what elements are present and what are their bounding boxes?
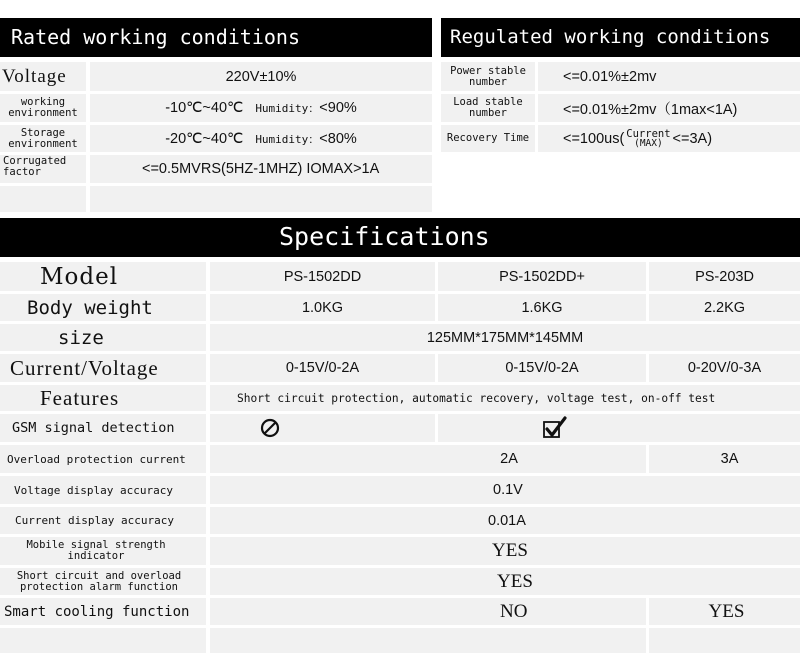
spec-empty-value-2 <box>649 628 800 653</box>
regulated-label-power-stable: Power stable number <box>441 62 535 91</box>
regulated-value-load-stable: <=0.01%±2mv（1max<1A) <box>538 94 800 122</box>
rated-label-working-env: working environment <box>0 94 86 122</box>
rated-conditions-header <box>0 18 432 57</box>
spec-empty-value-1 <box>210 628 646 653</box>
specifications-header <box>0 218 800 257</box>
spec-overload-2: 3A <box>649 445 800 473</box>
spec-label-voltage-accuracy: Voltage display accuracy <box>0 476 206 504</box>
rated-value-working-env: -10℃~40℃ Humidity： <90% <box>90 94 432 122</box>
rated-value-storage-env: -20℃~40℃ Humidity： <80% <box>90 125 432 152</box>
spec-label-gsm: GSM signal detection <box>0 414 206 442</box>
spec-cv-2: 0-15V/0-2A <box>438 354 646 382</box>
regulated-value-power-stable: <=0.01%±2mv <box>538 62 800 91</box>
spec-voltage-accuracy-value: 0.1V <box>210 476 800 504</box>
spec-model-3: PS-203D <box>649 262 800 291</box>
spec-label-current-accuracy: Current display accuracy <box>0 507 206 534</box>
regulated-conditions-title: Regulated working conditions <box>450 26 771 48</box>
spec-model-2: PS-1502DD+ <box>438 262 646 291</box>
spec-model-1: PS-1502DD <box>210 262 435 291</box>
rated-label-corrugated: Corrugated factor <box>0 155 86 183</box>
spec-cooling-1: NO <box>210 598 646 625</box>
spec-weight-3: 2.2KG <box>649 294 800 321</box>
spec-cooling-2: YES <box>649 598 800 625</box>
spec-label-model: Model <box>0 262 206 291</box>
rated-label-voltage: Voltage <box>0 62 86 91</box>
spec-empty-label <box>0 628 206 653</box>
current-max-stack: Current (MAX) <box>626 127 671 149</box>
rated-value-corrugated: <=0.5MVRS(5HZ-1MHZ) IOMAX>1A <box>90 155 432 183</box>
rated-label-storage-env: Storage environment <box>0 125 86 152</box>
spec-label-smart-cooling: Smart cooling function <box>0 598 206 625</box>
rated-conditions-title: Rated working conditions <box>11 25 300 49</box>
regulated-value-recovery-time: <=100us( Current (MAX) <=3A) <box>538 125 800 152</box>
spec-label-overload: Overload protection current <box>0 445 206 473</box>
spec-features-value: Short circuit protection, automatic recovery, voltage test, on-off test <box>210 385 800 411</box>
spec-label-body-weight: Body weight <box>0 294 206 321</box>
spec-label-features: Features <box>0 385 206 411</box>
checkbox-checked-icon <box>542 416 568 440</box>
rated-value-voltage: 220V±10% <box>90 62 432 91</box>
spec-cv-3: 0-20V/0-3A <box>649 354 800 382</box>
spec-size-value: 125MM*175MM*145MM <box>210 324 800 351</box>
spec-weight-2: 1.6KG <box>438 294 646 321</box>
spec-gsm-1 <box>210 414 435 442</box>
spec-cv-1: 0-15V/0-2A <box>210 354 435 382</box>
spec-label-current-voltage: Current/Voltage <box>0 354 206 382</box>
spec-label-size: size <box>0 324 206 351</box>
regulated-conditions-header <box>441 18 800 57</box>
prohibited-icon <box>260 418 280 438</box>
spec-short-circuit-value: YES <box>210 568 800 595</box>
rated-empty-label <box>0 186 86 212</box>
spec-label-mobile-signal: Mobile signal strength indicator <box>0 537 206 565</box>
spec-weight-1: 1.0KG <box>210 294 435 321</box>
spec-current-accuracy-value: 0.01A <box>210 507 800 534</box>
rated-empty-value <box>90 186 432 212</box>
specifications-title: Specifications <box>279 222 490 251</box>
spec-label-short-circuit: Short circuit and overload protection alarm function <box>0 568 206 595</box>
spec-mobile-signal-value: YES <box>210 537 800 565</box>
regulated-label-load-stable: Load stable number <box>441 94 535 122</box>
spec-gsm-2 <box>438 414 800 442</box>
regulated-label-recovery-time: Recovery Time <box>441 125 535 152</box>
spec-overload-1: 2A <box>210 445 646 473</box>
